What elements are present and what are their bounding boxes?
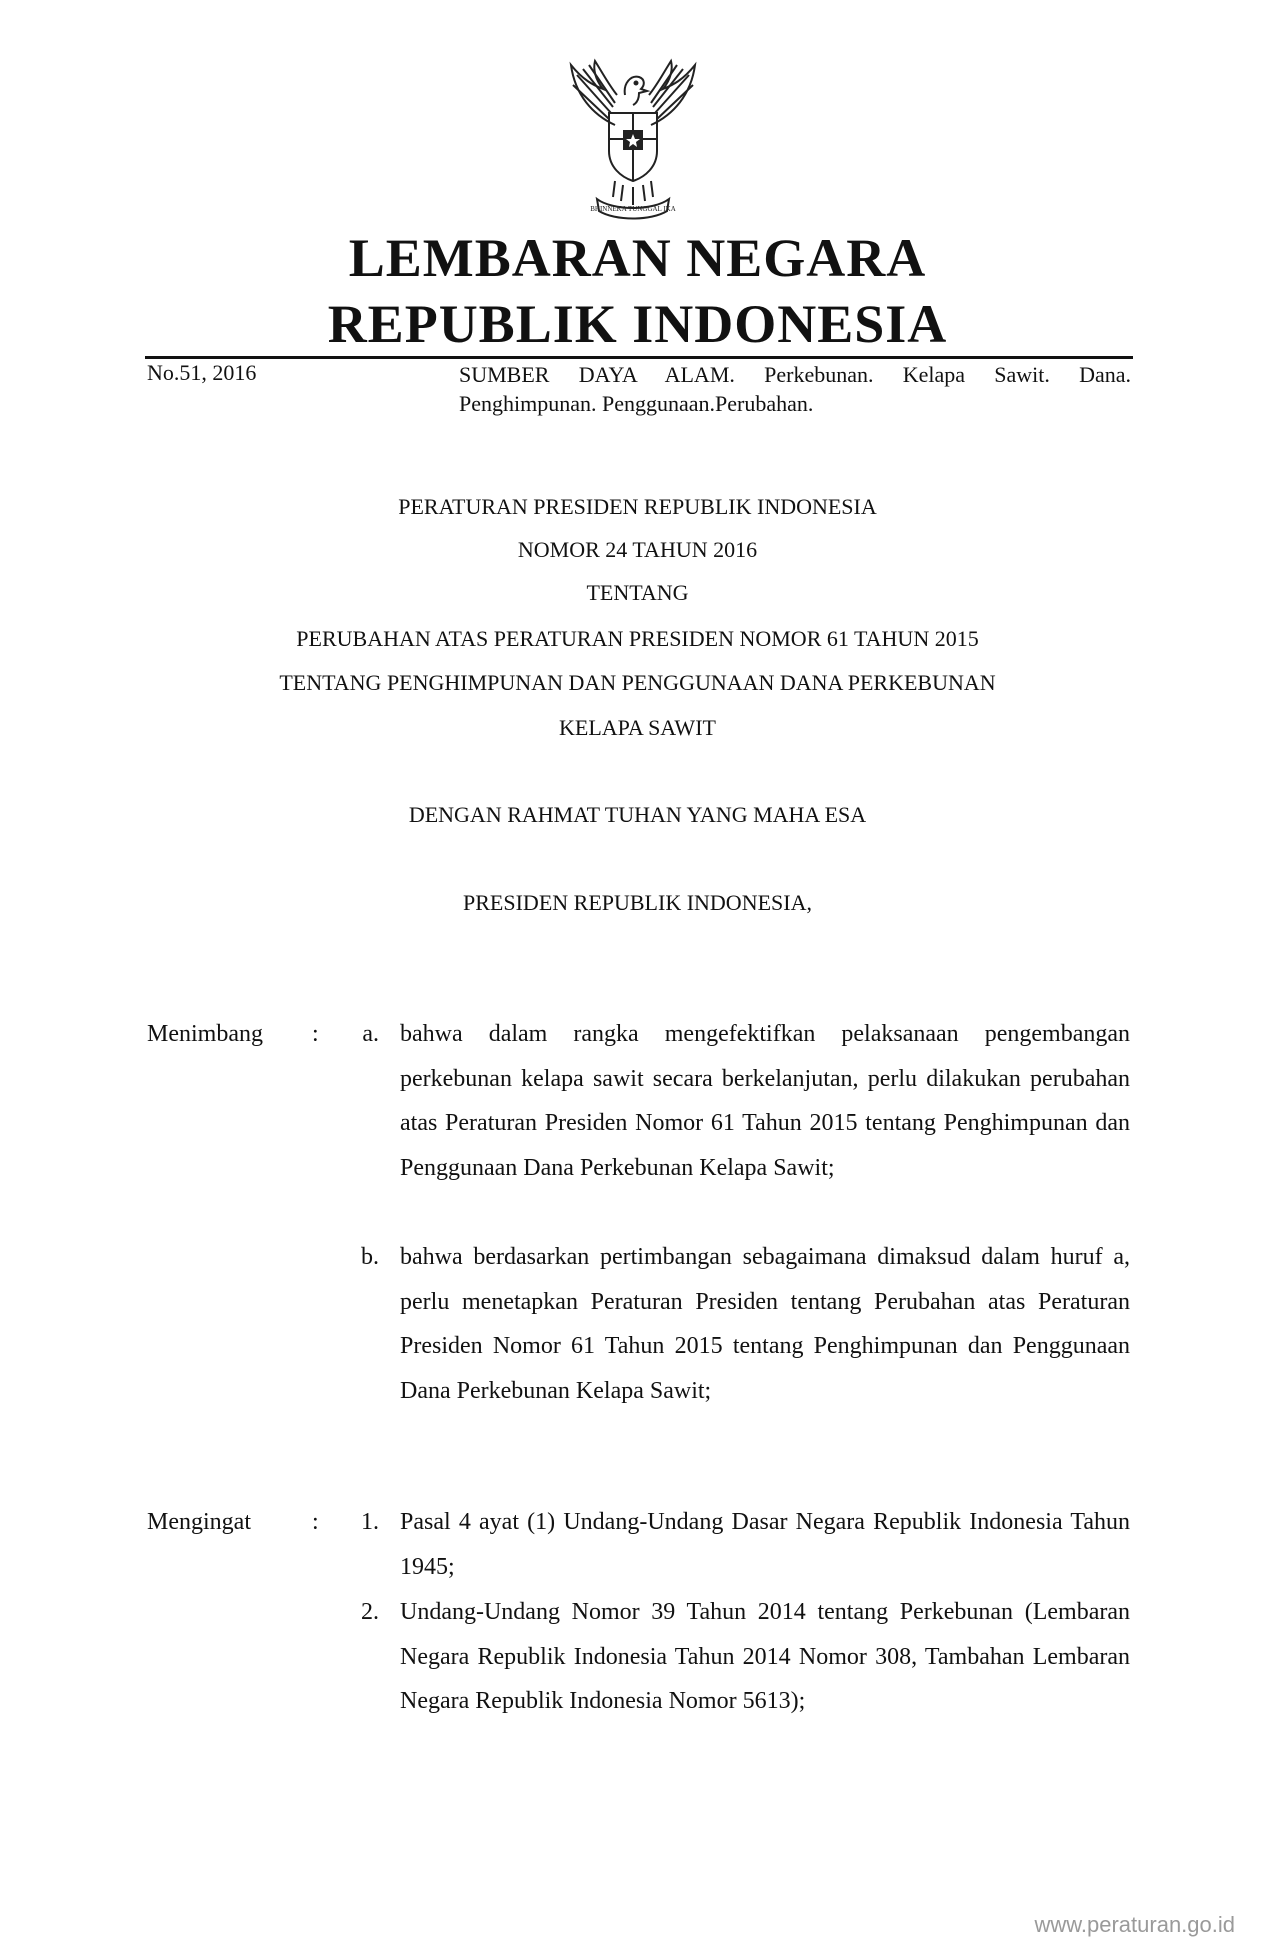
mengingat-item: Pasal 4 ayat (1) Undang-Undang Dasar Negara Republik Indonesia Tahun 1945; [400, 1509, 1130, 1580]
title-line: TENTANG PENGHIMPUNAN DAN PENGGUNAAN DANA PERKEBUNAN [279, 670, 996, 695]
masthead-title-line1: LEMBARAN NEGARA [348, 228, 927, 288]
gazette-subject: SUMBER DAYA ALAM. Perkebunan. Kelapa Sawit. Dana. Penghimpunan. Penggunaan.Perubahan. [459, 362, 1131, 416]
list-marker: 2. [361, 1599, 379, 1625]
menimbang-colon: : [312, 1021, 319, 1047]
menimbang-label: Menimbang [147, 1021, 263, 1047]
list-marker: b. [361, 1244, 379, 1270]
mengingat-item: Undang-Undang Nomor 39 Tahun 2014 tentang Perkebunan (Lembaran Negara Republik Indonesia Tahun 2014 Nomor 308, Tambahan Lembaran Negara Republik Indonesia Nomor 5613); [400, 1599, 1130, 1714]
masthead-title-line2: REPUBLIK INDONESIA [327, 294, 948, 354]
menimbang-item: bahwa dalam rangka mengefektifkan pelaksanaan pengembangan perkebunan kelapa sawit secara berkelanjutan, perlu dilakukan perubahan atas Peraturan Presiden Nomor 61 Tahun 2015 tentang Penghimpunan dan Penggunaan Dana Perkebunan Kelapa Sawit; [400, 1021, 1130, 1181]
title-line: PERUBAHAN ATAS PERATURAN PRESIDEN NOMOR 61 TAHUN 2015 [296, 626, 979, 651]
garuda-emblem-icon [553, 55, 713, 225]
title-line: KELAPA SAWIT [559, 715, 716, 740]
blessing-line: DENGAN RAHMAT TUHAN YANG MAHA ESA [408, 802, 867, 827]
title-line: NOMOR 24 TAHUN 2016 [517, 537, 758, 562]
list-marker: 1. [361, 1509, 379, 1535]
president-line: PRESIDEN REPUBLIK INDONESIA, [463, 890, 812, 915]
title-line: PERATURAN PRESIDEN REPUBLIK INDONESIA [398, 494, 877, 519]
svg-text:BHINNEKA TUNGGAL IKA: BHINNEKA TUNGGAL IKA [590, 205, 676, 213]
list-marker: a. [362, 1021, 379, 1047]
footer-url: www.peraturan.go.id [1034, 1912, 1235, 1937]
gazette-number: No.51, 2016 [147, 360, 257, 385]
mengingat-label: Mengingat [147, 1509, 251, 1535]
title-line: TENTANG [586, 580, 689, 605]
mengingat-colon: : [312, 1509, 319, 1535]
menimbang-item: bahwa berdasarkan pertimbangan sebagaimana dimaksud dalam huruf a, perlu menetapkan Peraturan Presiden tentang Perubahan atas Peraturan Presiden Nomor 61 Tahun 2015 tentang Penghimpunan dan Penggunaan Dana Perkebunan Kelapa Sawit; [400, 1244, 1130, 1404]
masthead-divider [145, 356, 1133, 359]
